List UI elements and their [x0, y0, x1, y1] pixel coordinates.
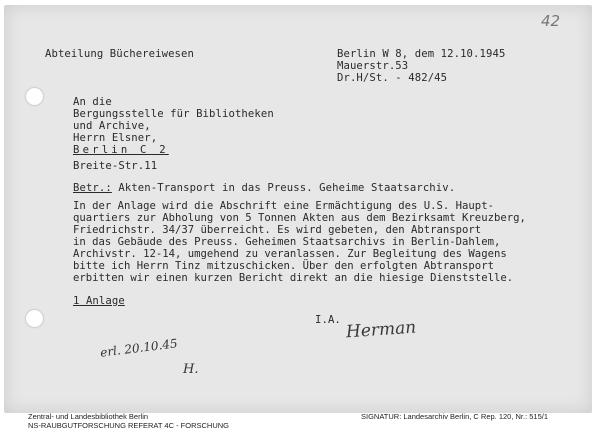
- body-line: Friedrichstr. 34/37 überreicht. Es wird gebeten, den Abtransport: [73, 224, 482, 236]
- signature-prefix: I.A.: [315, 314, 341, 326]
- footer-department: NS-RAUBGUTFORSCHUNG REFERAT 4C - FORSCHUNG: [28, 421, 229, 430]
- subject-text: Akten-Transport in das Preuss. Geheime Staatsarchiv.: [118, 182, 456, 194]
- subject-label: Betr.:: [73, 182, 112, 194]
- body-line: in das Gebäude des Preuss. Geheimen Staatsarchivs in Berlin-Dahlem,: [73, 236, 501, 248]
- handwritten-signature: Herman: [345, 317, 417, 343]
- body-line: quartiers zur Abholung von 5 Tonnen Akten aus dem Bezirksamt Kreuzberg,: [73, 212, 526, 224]
- place-date: Berlin W 8, dem 12.10.1945: [337, 48, 506, 60]
- body-line: Archivstr. 12-14, umgehend zu veranlassen. Zur Begleitung des Wagens: [73, 248, 507, 260]
- handwritten-note: erl. 20.10.45: [99, 336, 179, 360]
- recipient-city: Berlin C 2: [73, 144, 169, 156]
- sender-department: Abteilung Büchereiwesen: [45, 48, 194, 60]
- punch-hole-bottom: [26, 310, 43, 327]
- file-reference: Dr.H/St. - 482/45: [337, 72, 448, 84]
- enclosure-note: 1 Anlage: [73, 295, 125, 307]
- recipient-line-3: und Archive,: [73, 120, 151, 132]
- recipient-line-4: Herrn Elsner,: [73, 132, 158, 144]
- body-line: In der Anlage wird die Abschrift eine Ermächtigung des U.S. Haupt-: [73, 200, 494, 212]
- subject-line: [73, 182, 455, 194]
- body-line: erbitten wir einen kurzen Bericht direkt an die hiesige Dienststelle.: [73, 272, 514, 284]
- footer-signature-ref: SIGNATUR: Landesarchiv Berlin, C Rep. 120, Nr.: 515/1: [361, 412, 549, 421]
- body-line: bitte ich Herrn Tinz mitzuschicken. Über den erfolgten Abtransport: [73, 260, 494, 272]
- recipient-street: Breite-Str.11: [73, 160, 158, 172]
- recipient-line-2: Bergungsstelle für Bibliotheken: [73, 108, 274, 120]
- street-address: Mauerstr.53: [337, 60, 409, 72]
- page-number: 42: [541, 12, 561, 30]
- recipient-line-1: An die: [73, 96, 112, 108]
- footer-institution: Zentral- und Landesbibliothek Berlin: [28, 412, 149, 421]
- punch-hole-top: [26, 88, 43, 105]
- handwritten-initials: H.: [183, 362, 199, 377]
